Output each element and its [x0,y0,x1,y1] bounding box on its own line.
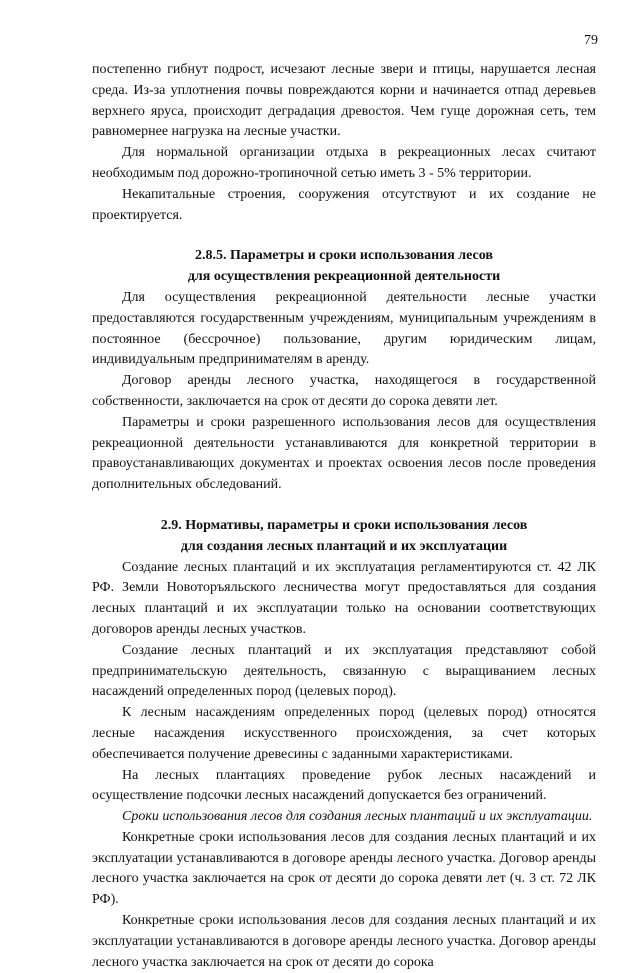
paragraph: Для осуществления рекреационной деятельности лесные участки предоставляются государственным учреждениям, муниципальным учреждениям в постоянное (бессрочное) пользование, другим юридическим лицам, индивидуальным предпринимателям в аренду. [92,289,596,368]
paragraph-recreation-network: Для нормальной организации отдыха в рекреационных лесах считают необходимым под дорожно-тропиночной сетью иметь 3 - 5% территории. [92,145,596,181]
paragraph: К лесным насаждениям определенных пород (целевых пород) относятся лесные насаждения искусственного происхождения, за счет которых обеспечивается получение древесины с заданными характеристиками. [92,705,596,762]
page-content [92,60,596,973]
paragraph: Конкретные сроки использования лесов для создания лесных плантаций и их эксплуатации устанавливаются в договоре аренды лесного участка. Договор аренды лесного участка заключается на срок от десяти до сорока [92,913,596,970]
page-number: 79 [584,33,598,48]
paragraph-structures: Некапитальные строения, сооружения отсутствуют и их создание не проектируется. [92,186,596,223]
paragraph: Конкретные сроки использования лесов для создания лесных плантаций и их эксплуатации устанавливаются в договоре аренды лесного участка. Договор аренды лесного участка заключается на срок от десяти до сорока девяти лет (ч. 3 ст. 72 ЛК РФ). [92,829,596,908]
section-heading-line: для осуществления рекреационной деятельности [187,269,501,285]
section-heading-line: 2.9. Нормативы, параметры и сроки использования лесов [160,517,528,533]
paragraph-continuation: постепенно гибнут подрост, исчезают лесные звери и птицы, нарушается лесная среда. Из-за уплотнения почвы повреждаются корни и начинается отпад деревьев верхнего яруса, происходит деградация древостоя. Чем гуще дорожная сеть, тем равномернее нагрузка на лесные участки. [92,62,596,140]
paragraph: На лесных плантациях проведение рубок лесных насаждений и осуществление подсочки лесных насаждений допускается без ограничений. [92,767,596,804]
paragraph: Создание лесных плантаций и их эксплуатация регламентируются ст. 42 ЛК РФ. Земли Новоторъяльского лесничества могут предоставляться для создания лесных плантаций и их эксплуатации только на основании соответствующих договоров аренды лесных участков. [92,559,596,637]
paragraph: Параметры и сроки разрешенного использования лесов для осуществления рекреационной деятельности устанавливаются для конкретной территории в правоустанавливающих документах и проектах освоения лесов после проведения дополнительных обследований. [92,414,596,493]
section-heading-line: для создания лесных плантаций и их эксплуатации [180,538,508,554]
section-heading-line: 2.8.5. Параметры и сроки использования лесов [195,248,493,264]
section-heading-2-9 [92,516,596,558]
section-heading-2-8-5 [92,246,596,288]
paragraph: Договор аренды лесного участка, находящегося в государственной собственности, заключается на срок от десяти до сорока девяти лет. [92,373,596,409]
italic-subheading: Сроки использования лесов для создания лесных плантаций и их эксплуатации. [122,809,593,825]
paragraph: Создание лесных плантаций и их эксплуатация представляют собой предпринимательскую деятельность, связанную с выращиванием лесных насаждений определенных пород (целевых пород). [92,642,596,700]
